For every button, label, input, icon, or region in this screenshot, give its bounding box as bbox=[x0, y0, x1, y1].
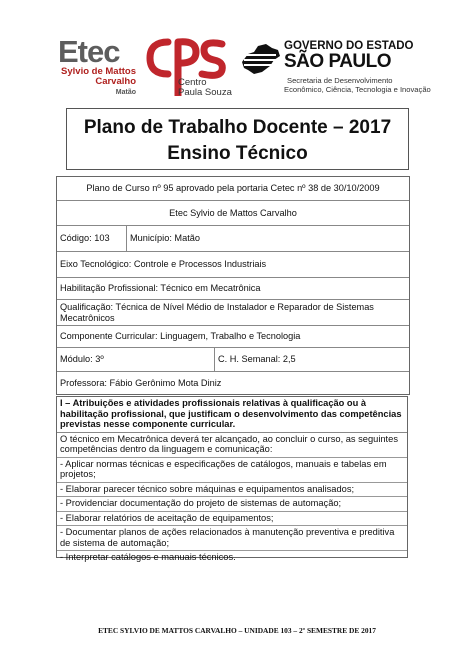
eixo-row bbox=[57, 252, 409, 278]
codigo-municipio-row bbox=[57, 226, 409, 252]
municipio-cell bbox=[127, 226, 200, 251]
cps-logo-line1: Centro bbox=[178, 77, 207, 88]
etec-logo-word: Etec bbox=[58, 34, 120, 69]
ch-text: C. H. Semanal: 2,5 bbox=[218, 354, 296, 364]
governo-line1: GOVERNO DO ESTADO bbox=[284, 40, 414, 52]
governo-line4: Econômico, Ciência, Tecnologia e Inovação bbox=[284, 85, 431, 94]
componente-text: Componente Curricular: Linguagem, Trabalho e Tecnologia bbox=[60, 331, 301, 341]
info-table bbox=[56, 176, 410, 395]
modulo-ch-row bbox=[57, 348, 409, 372]
governo-line2: SÃO PAULO bbox=[284, 51, 392, 72]
section-intro: O técnico em Mecatrônica deverá ter alcançado, ao concluir o curso, as seguintes competências dentro da linguagem e comunicação: bbox=[57, 433, 407, 458]
list-item: - Elaborar relatórios de aceitação de equipamentos; bbox=[57, 512, 407, 527]
governo-line3: Secretaria de Desenvolvimento bbox=[287, 76, 393, 85]
plano-curso-text: Plano de Curso nº 95 aprovado pela portaria Cetec nº 38 de 30/10/2009 bbox=[86, 183, 380, 193]
habilitacao-text: Habilitação Profissional: Técnico em Mecatrônica bbox=[60, 283, 261, 293]
etec-logo-line3: Matão bbox=[115, 89, 136, 96]
etec-logo-line1: Sylvio de Mattos bbox=[61, 66, 136, 77]
qualificacao-text: Qualificação: Técnica de Nível Médio de Instalador e Reparador de Sistemas Mecatrônicos bbox=[60, 301, 374, 323]
eixo-text: Eixo Tecnológico: Controle e Processos Industriais bbox=[60, 259, 267, 269]
governo-sp-logo bbox=[240, 40, 431, 98]
page-footer: ETEC SYLVIO DE MATTOS CARVALHO – UNIDADE 103 – 2º SEMESTRE DE 2017 bbox=[98, 626, 376, 635]
plano-curso-row bbox=[57, 177, 409, 201]
cps-logo-line2: Paula Souza bbox=[178, 87, 232, 98]
section-heading: I – Atribuições e atividades profissionais relativas à qualificação ou à habilitação profissional, que justificam o desenvolvimento das competências previstas nesse componente curricular. bbox=[57, 397, 407, 433]
etec-logo bbox=[58, 36, 138, 96]
document-subtitle: Ensino Técnico bbox=[167, 143, 308, 164]
componente-row bbox=[57, 326, 409, 348]
etec-name-text: Etec Sylvio de Mattos Carvalho bbox=[169, 207, 297, 218]
document-title: Plano de Trabalho Docente – 2017 bbox=[83, 117, 392, 138]
list-item: - Elaborar parecer técnico sobre máquinas e equipamentos analisados; bbox=[57, 483, 407, 498]
municipio-text: Município: Matão bbox=[130, 233, 200, 243]
cps-logo bbox=[144, 36, 230, 102]
qualificacao-row bbox=[57, 300, 409, 326]
modulo-text: Módulo: 3º bbox=[60, 354, 104, 364]
codigo-cell bbox=[57, 226, 127, 251]
list-item: - Documentar planos de ações relacionados à manutenção preventiva e preditiva de sistema de automação; bbox=[57, 526, 407, 551]
etec-row bbox=[57, 201, 409, 226]
sao-paulo-map-icon bbox=[240, 42, 282, 76]
list-item: - Providenciar documentação do projeto de sistemas de automação; bbox=[57, 497, 407, 512]
section-atribuicoes bbox=[56, 396, 408, 562]
title-box bbox=[66, 108, 409, 170]
professora-text: Professora: Fábio Gerônimo Mota Diniz bbox=[60, 377, 222, 388]
ch-cell bbox=[215, 348, 296, 371]
habilitacao-row bbox=[57, 278, 409, 300]
codigo-text: Código: 103 bbox=[60, 233, 110, 243]
list-item: - Aplicar normas técnicas e especificações de catálogos, manuais e tabelas em projetos; bbox=[57, 458, 407, 483]
modulo-cell bbox=[57, 348, 215, 371]
list-item: - Interpretar catálogos e manuais técnicos. bbox=[60, 552, 236, 562]
professora-row bbox=[57, 372, 409, 394]
etec-logo-line2: Carvalho bbox=[95, 76, 136, 87]
